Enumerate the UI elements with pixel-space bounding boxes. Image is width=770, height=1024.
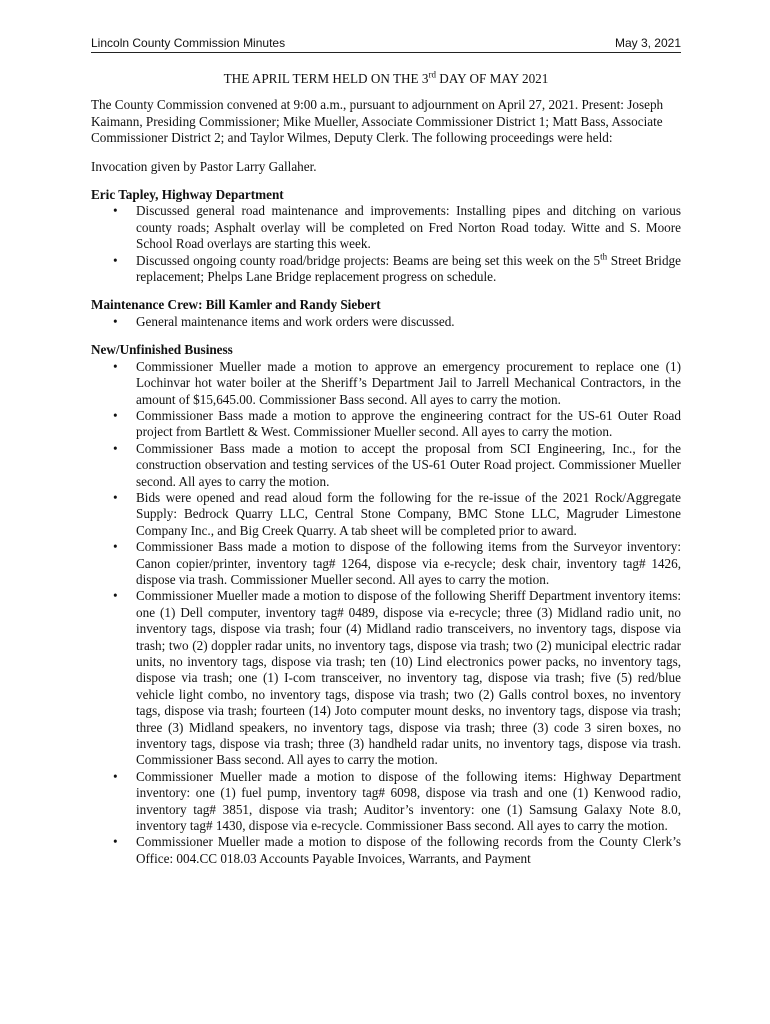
list-item: • General maintenance items and work orders were discussed. <box>91 314 681 330</box>
list-item-text-end: Street Bridge replacement; Phelps Lane Bridge replacement progress on schedule. <box>136 252 682 285</box>
section-new-business <box>91 342 681 867</box>
title-text: THE APRIL TERM HELD ON THE 3 <box>223 71 429 86</box>
document-title <box>91 71 681 87</box>
list-item: • Commissioner Mueller made a motion to dispose of the following items: Highway Department inventory: one (1) fuel pump, inventory tag# 6098, dispose via trash and one (1) Kenwood radio, inventory tag# 3851, dispose via trash; Auditor’s inventory: one (1) Samsung Galaxy Note 8.0, inventory tag# 1430, dispose via e-recycle. Commissioner Bass second. All ayes to carry the motion. <box>91 769 681 835</box>
list-item: • Commissioner Bass made a motion to accept the proposal from SCI Engineering, Inc., for the construction observation and testing services of the US-61 Outer Road project. Commissioner Mueller second. All ayes to carry the motion. <box>91 441 681 490</box>
document-page <box>91 36 681 867</box>
invocation-paragraph: Invocation given by Pastor Larry Gallaher. <box>91 158 317 174</box>
bullet-list <box>91 359 681 868</box>
list-item: • Commissioner Mueller made a motion to dispose of the following Sheriff Department inventory items: one (1) Dell computer, inventory tag# 0489, dispose via e-recycle; three (3) Midland radio unit, no inventory tags, dispose via trash; four (4) Midland radio transceivers, no inventory tags, dispose via trash; two (2) doppler radar units, no inventory tags, dispose via trash; two (2) municipal electric radar units, no inventory tags, dispose via trash; ten (10) Lind electronics power packs, no inventory tags, dispose via trash; one (1) I-com transceiver, no inventory tag, dispose via trash; five (5) red/blue vehicle light combo, no inventory tags, dispose via trash; two (2) Galls control boxes, no inventory tags, dispose via trash; fourteen (14) Joto computer mount desks, no inventory tags, dispose via trash; three (3) Midland speakers, no inventory tags, dispose via trash; three (3) code 3 siren boxes, no inventory tags, dispose via trash; three (3) handheld radar units, no inventory tags, dispose via trash. Commissioner Bass second. All ayes to carry the motion. <box>91 588 681 768</box>
document-body <box>91 71 681 867</box>
section-maintenance <box>91 297 681 330</box>
list-item: • Commissioner Mueller made a motion to dispose of the following records from the County Clerk’s Office: 004.CC 018.03 Accounts Payable Invoices, Warrants, and Payment <box>91 834 681 867</box>
list-item: • Commissioner Bass made a motion to approve the engineering contract for the US-61 Outer Road project from Bartlett & West. Commissioner Mueller second. All ayes to carry the motion. <box>91 408 681 441</box>
list-item-text: Discussed ongoing county road/bridge projects: Beams are being set this week on the 5 <box>136 252 601 268</box>
bullet-list <box>91 314 681 330</box>
section-highway <box>91 187 681 285</box>
list-item: • Commissioner Mueller made a motion to approve an emergency procurement to replace one (1) Lochinvar hot water boiler at the Sheriff’s Department Jail to Jarrell Mechanical Contractors, in the amount of $15,645.00. Commissioner Bass second. All ayes to carry the motion. <box>91 359 681 408</box>
section-heading: Maintenance Crew: Bill Kamler and Randy Siebert <box>91 297 381 313</box>
list-item: • Discussed general road maintenance and improvements: Installing pipes and ditching on various county roads; Asphalt overlay will be completed on Fred Norton Road today. Witte and S. Moore School Road overlays are starting this week. <box>91 203 681 252</box>
section-heading: New/Unfinished Business <box>91 342 233 358</box>
title-superscript: rd <box>428 69 436 80</box>
list-item: • Bids were opened and read aloud form the following for the re-issue of the 2021 Rock/Aggregate Supply: Bedrock Quarry LLC, Central Stone Company, BMC Stone LLC, Magruder Limestone Company Inc., and Big Creek Quarry. A tab sheet will be completed prior to award. <box>91 490 681 539</box>
intro-paragraph: The County Commission convened at 9:00 a.m., pursuant to adjournment on April 27, 2021. Present: Joseph Kaimann, Presiding Commissioner; Mike Mueller, Associate Commissioner District 1; Matt Bass, Associate Commissioner District 2; and Taylor Wilmes, Deputy Clerk. The following proceedings were held: <box>91 97 664 146</box>
list-item <box>91 253 681 286</box>
header-title: Lincoln County Commission Minutes <box>91 36 286 50</box>
page-header <box>91 36 681 53</box>
list-item-superscript: th <box>600 251 608 262</box>
header-date: May 3, 2021 <box>614 36 681 50</box>
list-item: • Commissioner Bass made a motion to dispose of the following items from the Surveyor inventory: Canon copier/printer, inventory tag# 1264, dispose via e-recycle; desk chair, inventory tag# 1426, dispose via trash. Commissioner Mueller second. All ayes to carry the motion. <box>91 539 681 588</box>
bullet-list <box>91 203 681 285</box>
section-heading: Eric Tapley, Highway Department <box>91 187 284 203</box>
title-text-end: DAY OF MAY 2021 <box>436 71 549 86</box>
